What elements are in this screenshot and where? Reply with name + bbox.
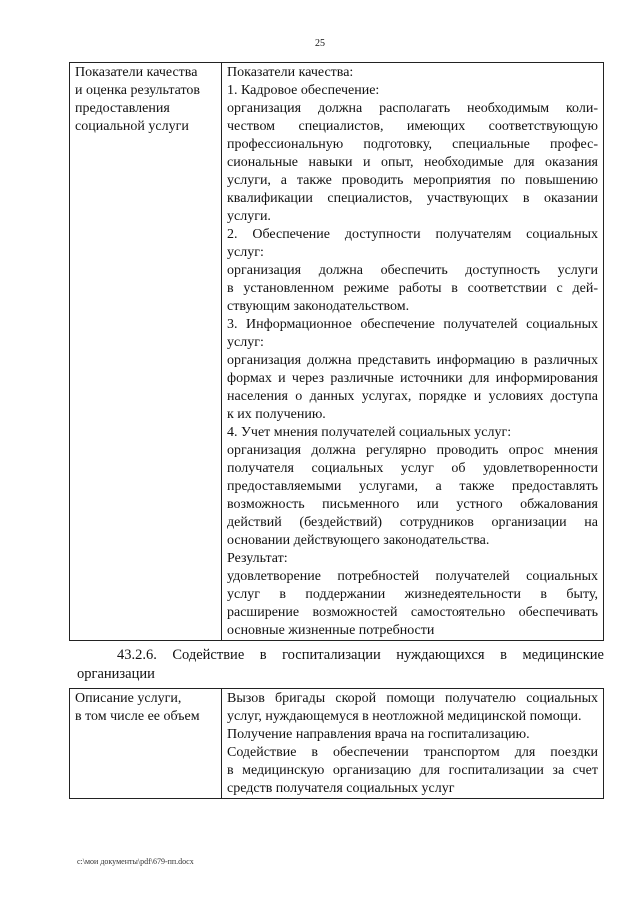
- text-line: профессиональную подготовку, специальные профес-: [227, 137, 598, 152]
- text-line: 4. Учет мнения получателей социальных услуг:: [227, 425, 512, 440]
- text-line: 1. Кадровое обеспечение:: [227, 83, 380, 98]
- text-line: услуг, нуждающемуся в неотложной медицинской помощи.: [227, 709, 582, 724]
- text-line: услуги.: [227, 209, 271, 224]
- section-title-word: госпитализации: [282, 647, 381, 663]
- text-line: 3. Информационное обеспечение получателей социальных: [227, 317, 598, 332]
- text-line: действий (бездействий) сотрудников организации на: [227, 515, 598, 530]
- footer-file-path: c:\мои документы\pdf\679-пп.docx: [77, 857, 194, 866]
- text-line: услуг:: [227, 335, 264, 350]
- text-line: расширение возможностей самостоятельно обеспечивать: [227, 605, 598, 620]
- left-cell: [70, 689, 222, 799]
- text-line: формах и через различные источники для информирования: [227, 371, 598, 386]
- section-title-word: в: [259, 647, 267, 663]
- text-line: организация должна располагать необходимым коли-: [227, 101, 598, 116]
- table-row: [70, 689, 604, 799]
- text-line: к их получению.: [227, 407, 326, 422]
- text-line: Результат:: [227, 551, 288, 566]
- text-line: организация должна обеспечить доступность услуги: [227, 263, 598, 278]
- service-description-table: [69, 688, 604, 799]
- text-line: услуги, а также проводить мероприятия по повышению: [227, 173, 598, 188]
- text-line: Получение направления врача на госпитализацию.: [227, 727, 530, 742]
- text-line: услуг:: [227, 245, 264, 260]
- text-line: населения о данных услугах, порядке и условиях доступа: [227, 389, 598, 404]
- section-title-word: нуждающихся: [396, 647, 485, 663]
- text-line: организация должна регулярно проводить опрос мнения: [227, 443, 598, 458]
- text-line: получателя социальных услуг об удовлетворенности: [227, 461, 598, 476]
- text-line: чеством специалистов, имеющих соответствующую: [227, 119, 598, 134]
- right-cell: [222, 63, 604, 641]
- text-line: Показатели качества: [75, 65, 198, 80]
- text-line: удовлетворение потребностей получателей социальных: [227, 569, 598, 584]
- quality-indicators-table: [69, 62, 604, 641]
- text-line: основные жизненные потребности: [227, 623, 435, 638]
- page-number: 25: [315, 38, 325, 49]
- text-line: квалификации специалистов, участвующих в оказании: [227, 191, 598, 206]
- text-line: сиональные навыки и опыт, необходимые для оказания: [227, 155, 598, 170]
- text-line: Показатели качества:: [227, 65, 354, 80]
- text-line: предоставляемыми услугами, а также предоставлять: [227, 479, 598, 494]
- text-line: и оценка результатов: [75, 83, 201, 98]
- text-line: 2. Обеспечение доступности получателям социальных: [227, 227, 598, 242]
- text-line: ствующим законодательством.: [227, 299, 410, 314]
- section-title-word: медицинские: [522, 647, 604, 663]
- right-cell: [222, 689, 604, 799]
- section-title-word: Содействие: [172, 647, 245, 663]
- text-line: организация должна представить информацию в различных: [227, 353, 598, 368]
- text-line: основании действующего законодательства.: [227, 533, 490, 548]
- text-line: в том числе ее объем: [75, 709, 200, 724]
- text-line: Содействие в обеспечении транспортом для поездки: [227, 745, 598, 760]
- text-line: средств получателя социальных услуг: [227, 781, 455, 796]
- text-line: Описание услуги,: [75, 691, 182, 706]
- section-number: 43.2.6.: [117, 647, 157, 663]
- section-title-line2: организации: [77, 666, 155, 682]
- text-line: услуг в поддержании жизнедеятельности в быту,: [227, 587, 598, 602]
- text-line: в установленном режиме работы в соответствии с дей-: [227, 281, 598, 296]
- table-row: [70, 63, 604, 641]
- section-heading: [77, 646, 604, 684]
- text-line: предоставления: [75, 101, 170, 116]
- left-cell: [70, 63, 222, 641]
- text-line: в медицинскую организацию для госпитализации за счет: [227, 763, 598, 778]
- text-line: Вызов бригады скорой помощи получателю социальных: [227, 691, 598, 706]
- text-line: социальной услуги: [75, 119, 189, 134]
- text-line: возможность письменного или устного обжалования: [227, 497, 598, 512]
- section-title-word: в: [500, 647, 507, 663]
